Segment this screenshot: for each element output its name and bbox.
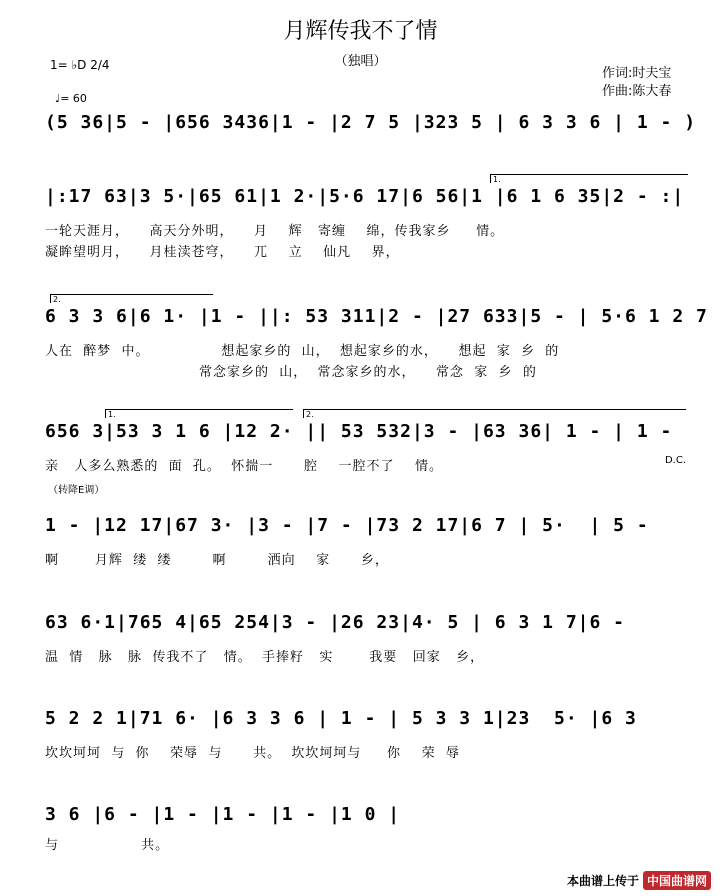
score-row-4 <box>45 410 686 481</box>
volta-1: 1. <box>490 174 688 183</box>
notation-line: |:17 63|3 5·|65 61|1 2·|5·6 17|6 56|1 |6 1 6 35|2 - :| <box>45 186 685 207</box>
score-row-3 <box>45 295 708 386</box>
footer-credit <box>567 871 711 890</box>
lyric-verse-1: 人在 醉梦 中。 想起家乡的 山， 想起家乡的水， 想起 家 乡 的 <box>45 344 560 359</box>
lyricist-credit: 作词:时夫宝 <box>602 66 672 81</box>
volta-1: 1. <box>105 409 293 418</box>
notation-line: 63 6·1|765 4|65 254|3 - |26 23|4· 5 | 6 3 1 7|6 - <box>45 612 626 633</box>
score-row-1 <box>45 112 697 152</box>
score-row-5 <box>45 515 686 575</box>
score-row-8 <box>45 804 686 864</box>
lyric-verse-2: 凝眸望明月， 月桂渎苍穹， 兀 立 仙凡 界， <box>45 245 400 260</box>
notation-line: 1 - |12 17|67 3· |3 - |7 - |73 2 17|6 7 | 5· | 5 - <box>45 515 649 536</box>
site-logo[interactable]: 中国曲谱网 <box>643 871 711 890</box>
score-row-6 <box>45 612 686 672</box>
lyric-verse-1: 啊 月辉 缕 缕 啊 洒向 家 乡， <box>45 553 389 568</box>
volta-2: 2. <box>303 409 686 418</box>
composer-credit: 作曲:陈大春 <box>602 84 672 99</box>
lyric-verse-1: 坎坎坷坷 与 你 荣辱 与 共。 坎坎坷坷与 你 荣 辱 <box>45 746 460 761</box>
notation-line: 5 2 2 1|71 6· |6 3 3 6 | 1 - | 5 3 3 1|23 5· |6 3 <box>45 708 637 729</box>
tempo-marking: ♩= 60 <box>55 92 87 105</box>
lyric-verse-1: 亲 人多么熟悉的 面 孔。 怀揣一 腔 一腔不了 情。 <box>45 459 444 474</box>
score-row-2 <box>45 175 686 266</box>
notation-line: 656 3|53 3 1 6 |12 2· || 53 532|3 - |63 36| 1 - | 1 - <box>45 421 673 442</box>
lyric-verse-1: 与 共。 <box>45 838 170 853</box>
volta-2: 2. <box>50 294 213 303</box>
key-signature: 1= ♭D 2/4 <box>50 58 110 72</box>
notation-line: 3 6 |6 - |1 - |1 - |1 - |1 0 | <box>45 804 401 825</box>
lyric-verse-1: 一轮天涯月， 高天分外明， 月 辉 寄缠 绵，传我家乡 情。 <box>45 224 505 239</box>
notation-line: (5 36|5 - |656 3436|1 - |2 7 5 |323 5 | 6 3 3 6 | 1 - ) <box>45 112 697 133</box>
subtitle: （独唱） <box>334 54 387 69</box>
modulation-note: （转降E调） <box>48 485 105 496</box>
dc-marking: D.C. <box>664 455 686 466</box>
lyric-verse-2: 常念家乡的 山， 常念家乡的水， 常念 家 乡 的 <box>45 365 537 380</box>
page-title: 月辉传我不了情 <box>283 19 438 44</box>
score-row-7 <box>45 708 686 768</box>
notation-line: 6 3 3 6|6 1· |1 - ||: 53 311|2 - |27 633|5 - | 5·6 1 2 7 <box>45 306 708 327</box>
lyric-verse-1: 温 情 脉 脉 传我不了 情。 手捧籽 实 我要 回家 乡， <box>45 650 485 665</box>
footer-text: 本曲谱上传于 <box>566 874 639 888</box>
